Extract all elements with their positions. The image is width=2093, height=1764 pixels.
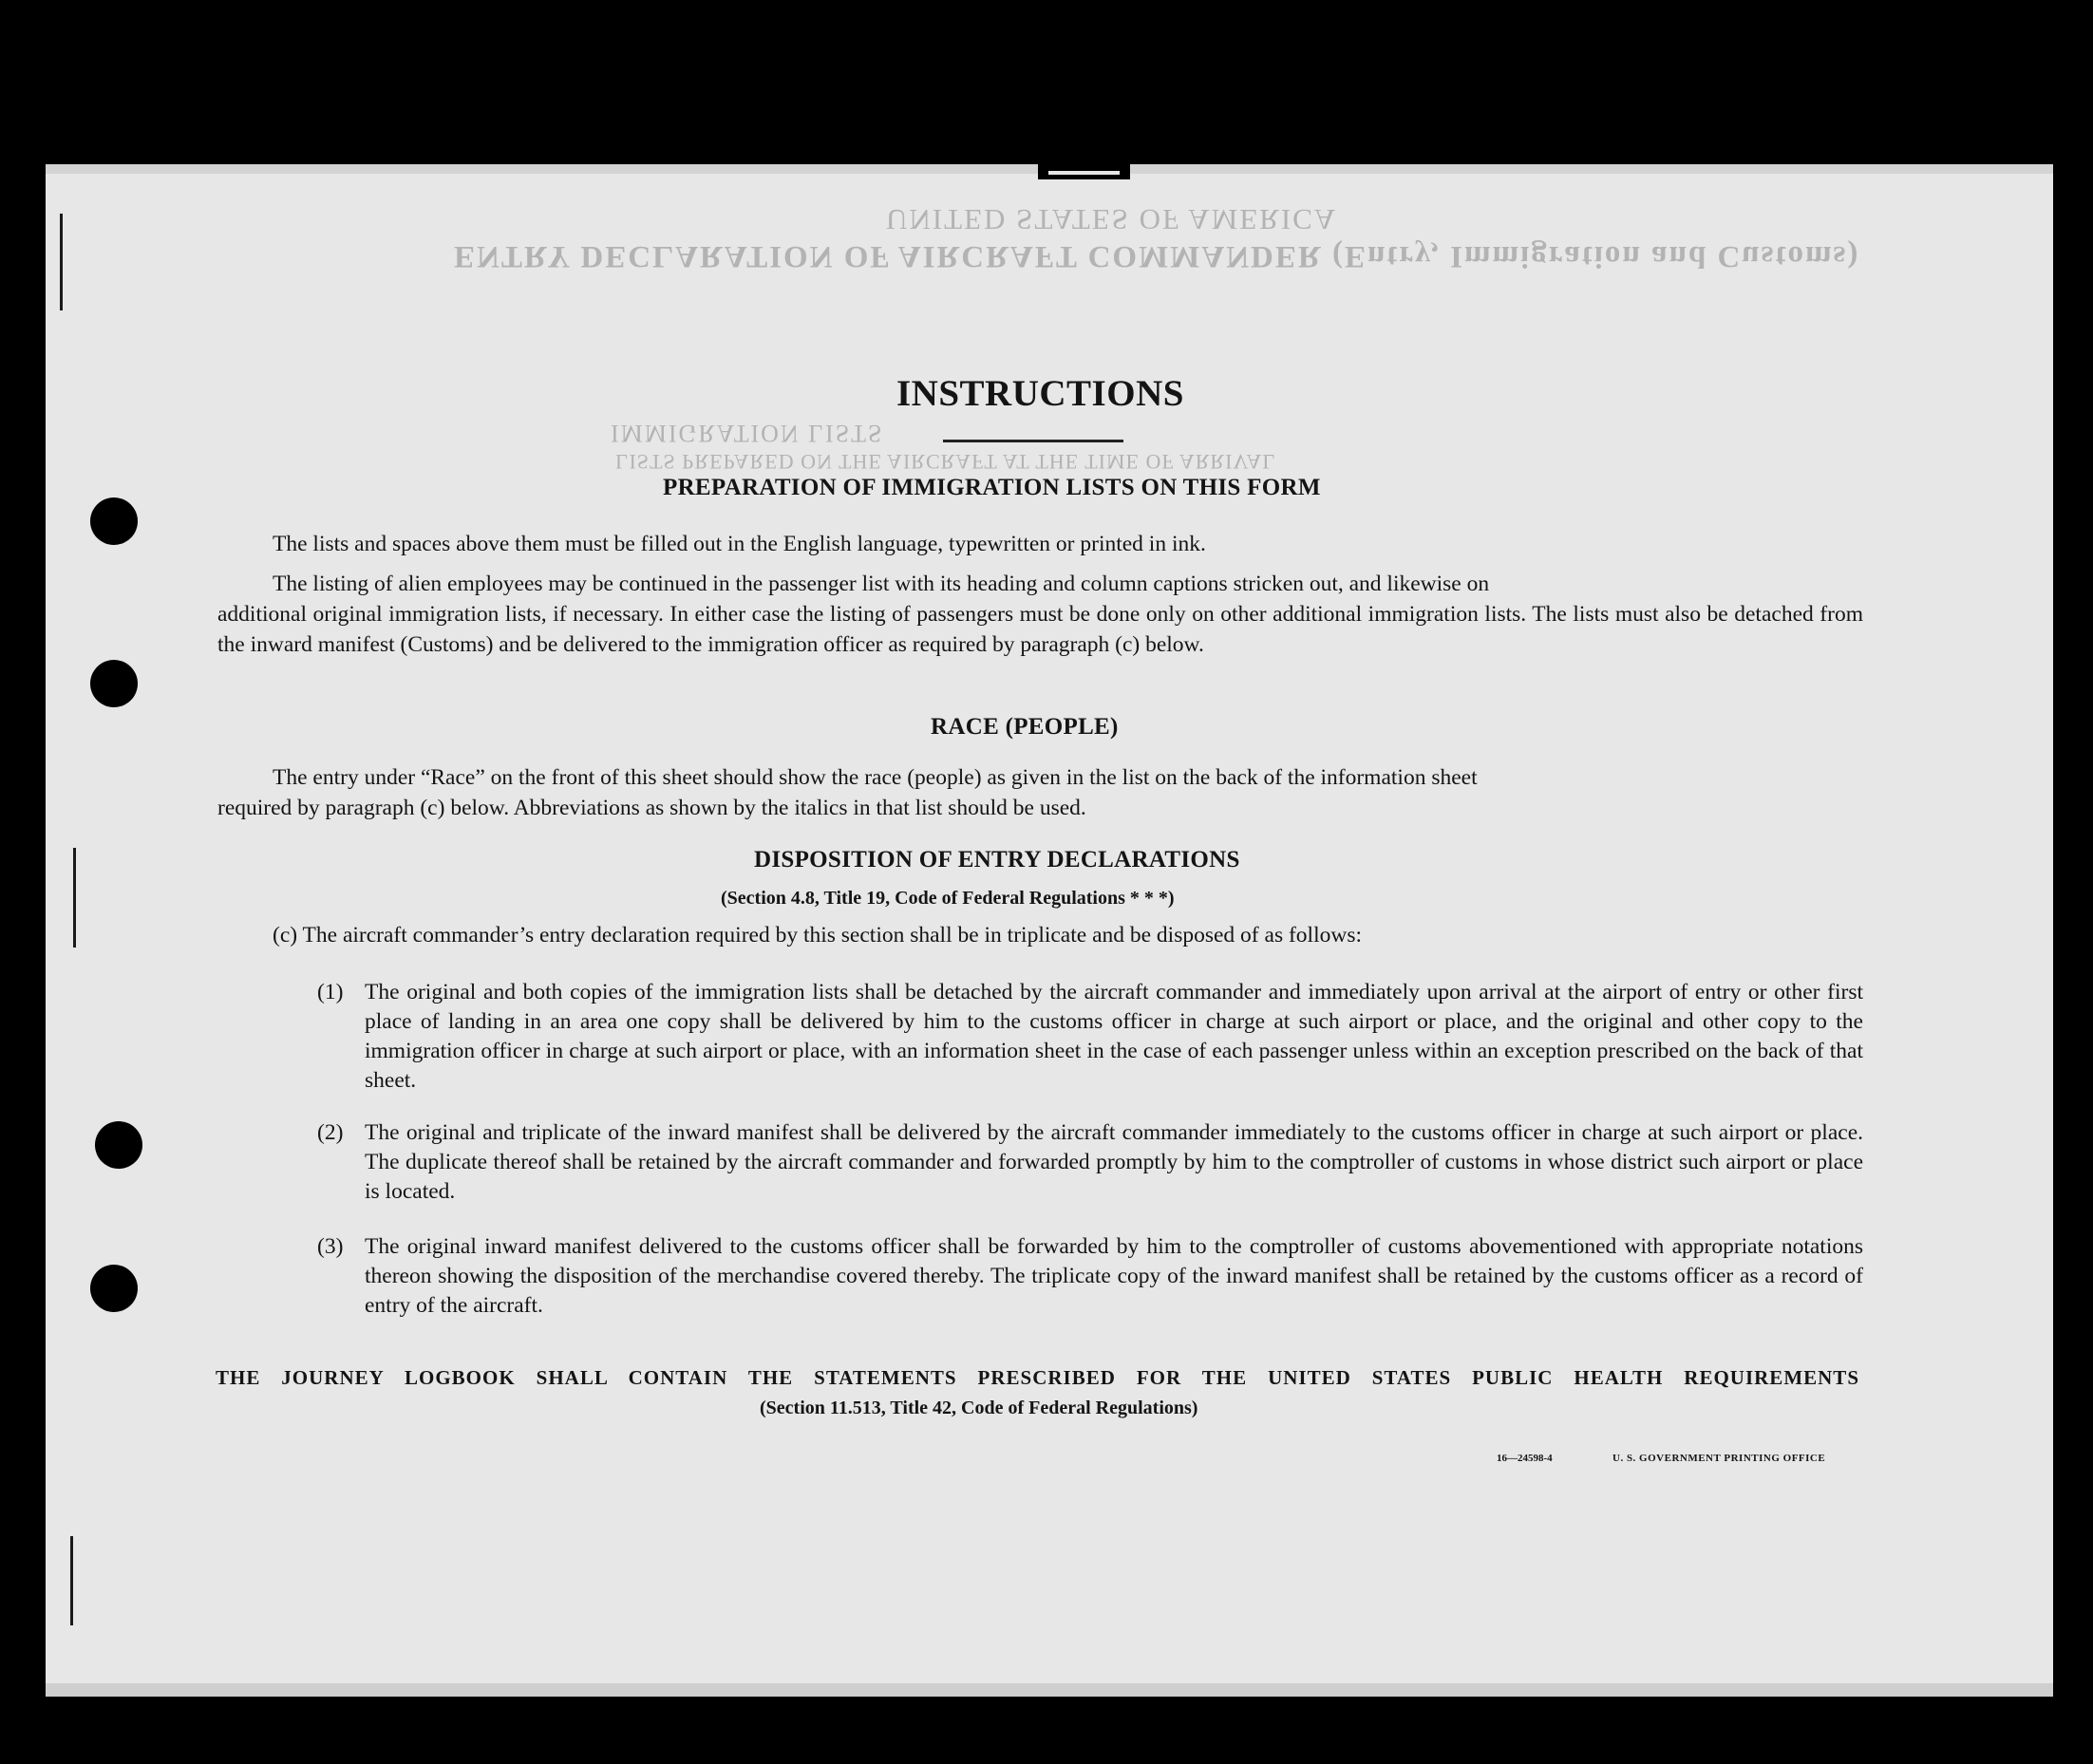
print-code: 16—24598-4 xyxy=(1497,1453,1553,1464)
section-heading-preparation: PREPARATION OF IMMIGRATION LISTS ON THIS FORM xyxy=(663,475,1321,500)
item-number: (2) xyxy=(317,1120,344,1145)
disposition-item-3 xyxy=(317,1232,1863,1321)
disposition-citation: (Section 4.8, Title 19, Code of Federal Regulations * * *) xyxy=(721,888,1175,909)
reverse-bleed-line-3: IMMIGRATION LISTS xyxy=(611,420,884,447)
item-number: (1) xyxy=(317,980,344,1004)
public-health-citation: (Section 11.513, Title 42, Code of Federal Regulations) xyxy=(760,1398,1198,1418)
item-text: The original inward manifest delivered to the customs officer shall be forwarded by him to the comptroller of customs abovementioned with appropriate notations thereon showing the disposition of the merchandise covered thereby. The triplicate copy of the inward manifest shall be retained by the customs officer as a record of entry of the aircraft. xyxy=(365,1234,1863,1318)
preparation-paragraph-2-first-line: The listing of alien employees may be continued in the passenger list with its heading and column captions stricken out, and likewise on xyxy=(273,572,1490,596)
reverse-bleed-line-4: LISTS PREPARED ON THE AIRCRAFT AT THE TIME OF ARRIVAL xyxy=(615,450,1276,474)
disposition-intro: (c) The aircraft commander’s entry declaration required by this section shall be in triplicate and be disposed of as follows: xyxy=(273,923,1362,948)
reverse-bleed-line-2: ENTRY DECLARATION OF AIRCRAFT COMMANDER (Entry, Immigration and Customs) xyxy=(454,239,1860,273)
page-title: INSTRUCTIONS xyxy=(896,373,1184,414)
race-paragraph-first-line: The entry under “Race” on the front of this sheet should show the race (people) as given in the list on the back of the information sheet xyxy=(273,765,1478,790)
disposition-item-2 xyxy=(317,1118,1863,1207)
preparation-paragraph-1: The lists and spaces above them must be filled out in the English language, typewritten or printed in ink. xyxy=(273,532,1206,556)
race-paragraph: required by paragraph (c) below. Abbreviations as shown by the italics in that list should be used. xyxy=(217,796,1086,820)
reverse-bleed-line-1: UNITED STATES OF AMERICA xyxy=(886,203,1338,236)
section-heading-race: RACE (PEOPLE) xyxy=(931,714,1119,740)
item-text: The original and triplicate of the inward manifest shall be delivered by the aircraft commander immediately to the customs officer in charge at such airport or place. The duplicate thereof shall be retained by the aircraft commander and forwarded promptly by him to the comptroller of customs in whose district such airport or place is located. xyxy=(365,1120,1863,1204)
item-text: The original and both copies of the immigration lists shall be detached by the aircraft commander and immediately upon arrival at the airport of entry or other first place of landing in an area one copy shall be delivered by him to the customs officer in charge at such airport or place, and the original and other copy to the immigration officer in charge at such airport or place, with an information sheet in the case of each passenger unless within an exception prescribed on the back of that sheet. xyxy=(365,980,1863,1093)
title-underline xyxy=(943,440,1123,442)
item-number: (3) xyxy=(317,1234,344,1259)
preparation-paragraph-2: additional original immigration lists, if necessary. In either case the listing of passengers must be done only on other additional immigration lists. The lists must also be detached from the inward manifest (Customs) and be delivered to the immigration officer as required by paragraph (c) below. xyxy=(217,602,1863,657)
disposition-item-1 xyxy=(317,978,1863,1096)
section-heading-disposition: DISPOSITION OF ENTRY DECLARATIONS xyxy=(754,847,1240,873)
public-health-statement: THE JOURNEY LOGBOOK SHALL CONTAIN THE STATEMENTS PRESCRIBED FOR THE UNITED STATES PUBLIC HEALTH REQUIREMENTS xyxy=(216,1366,1859,1389)
printer-imprint: U. S. GOVERNMENT PRINTING OFFICE xyxy=(1612,1453,1826,1464)
